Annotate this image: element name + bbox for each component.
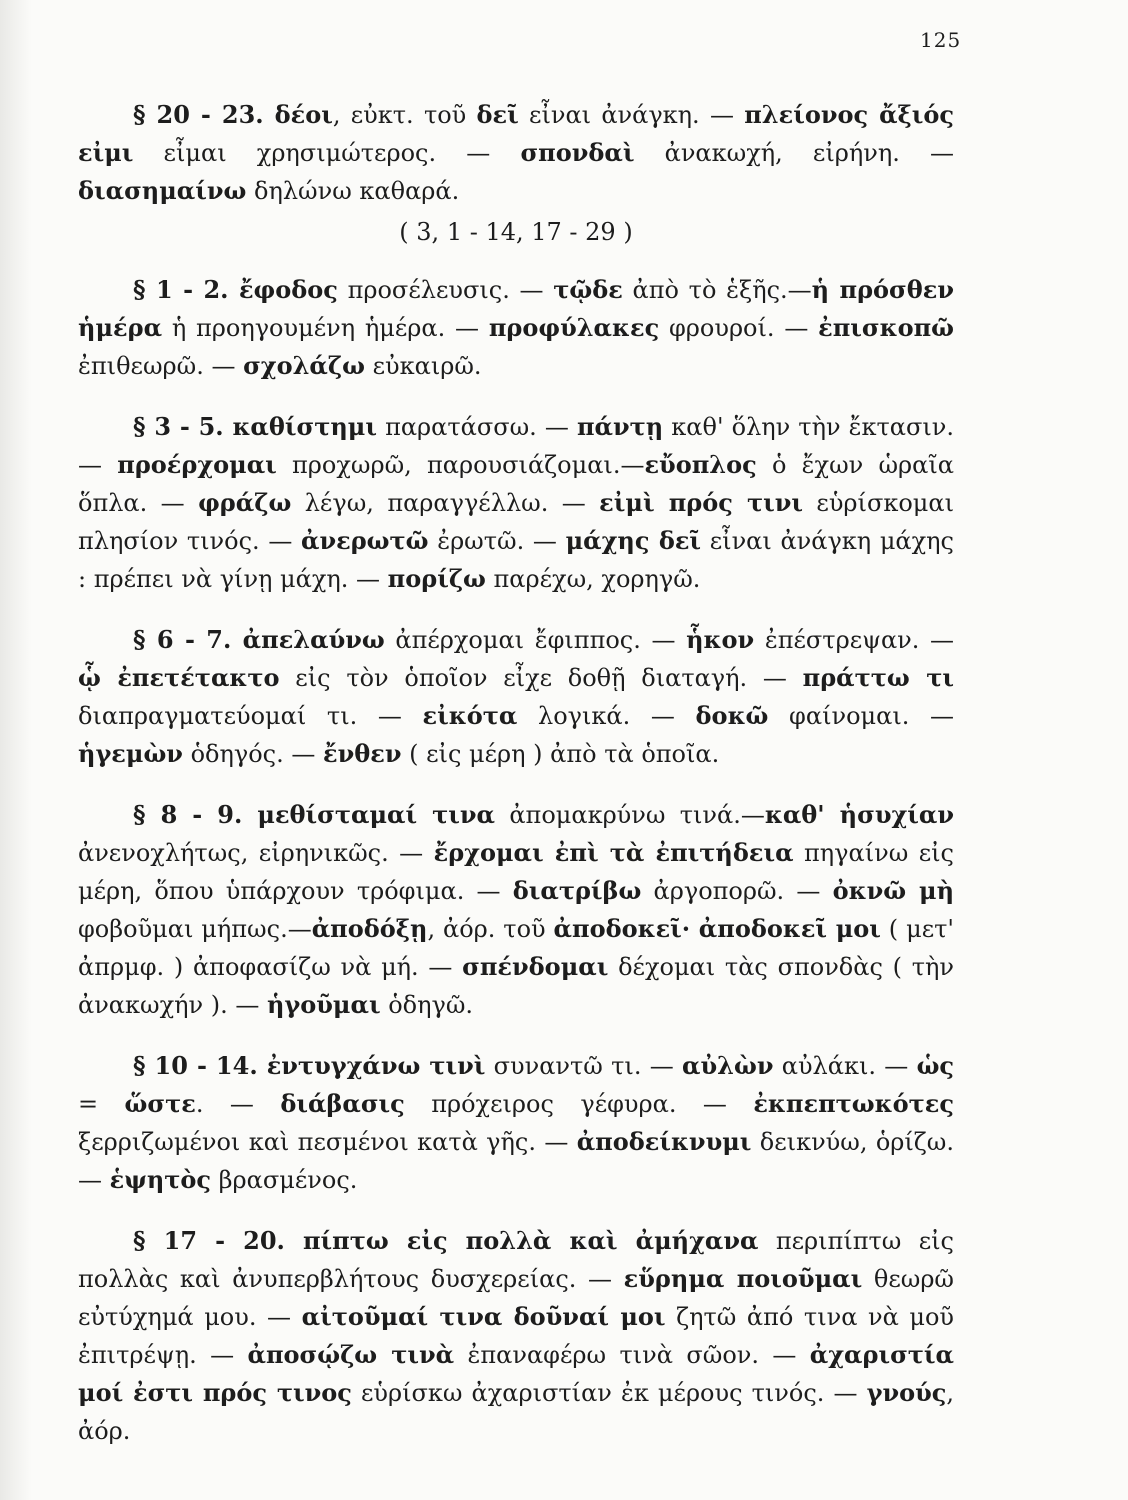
definition-text: , ἀόρ. τοῦ [427, 915, 554, 943]
definition-text: εἶναι ἀνάγκη μάχης : πρέπει νὰ γίνῃ μάχη. — [78, 527, 955, 593]
definition-text: συναντῶ τι. — [485, 1052, 683, 1080]
headword: ὥστε [124, 1089, 196, 1118]
definition-text: εὐκαιρῶ. [364, 352, 482, 380]
headword: φράζω [198, 488, 292, 517]
definition-text: ὁδηγός. — [182, 740, 323, 768]
definition-text: ξερριζωμένοι καὶ πεσμένοι κατὰ γῆς. — [78, 1128, 577, 1156]
definition-text: παρατάσσω. — [377, 413, 577, 441]
headword: ἐκπεπτωκότες [753, 1089, 954, 1118]
headword: § 17 - 20. [133, 1226, 303, 1255]
definition-text: αὐλάκι. — [773, 1052, 917, 1080]
headword: πορίζω [387, 564, 486, 593]
headword: ἑψητὸς [109, 1165, 212, 1194]
headword: ὀκνῶ μὴ [832, 876, 955, 905]
definition-text: ζητῶ ἀπό τινα νὰ μοῦ ἐπιτρέψῃ. — [78, 1303, 954, 1369]
entry-section-8-9 [78, 796, 954, 1024]
headword: εὕρημα ποιοῦμαι [623, 1264, 863, 1293]
headword: ἔφοδος [238, 275, 338, 304]
headword: μεθίσταμαί τινα [257, 800, 496, 829]
definition-text: περιπίπτω εἰς πολλὰς καὶ ἀνυπερβλήτους δυσχερείας. — [78, 1227, 954, 1293]
definition-text: ( μετ' ἀπρμφ. ) ἀποφασίζω νὰ μή. — [78, 915, 954, 981]
headword: εὔοπλος [644, 450, 757, 479]
headword: πίπτω εἰς πολλὰ καὶ ἀμήχανα [302, 1226, 759, 1255]
entry-section-17-20 [78, 1222, 954, 1450]
headword: τῷδε [553, 275, 623, 304]
definition-text: ἀνενοχλήτως, εἰρηνικῶς. — [78, 839, 434, 867]
headword: ἐντυγχάνω τινὶ [266, 1051, 486, 1080]
definition-text: ἐπιθεωρῶ. — [78, 352, 244, 380]
headword: ἡ πρόσθεν ἡμέρα [78, 275, 955, 342]
headword: πάντῃ [576, 412, 664, 441]
headword: ἡγοῦμαι [266, 990, 381, 1019]
headword: δεῖ [476, 100, 519, 129]
headword: σχολάζω [243, 351, 365, 380]
definition-text: φοβοῦμαι μήπως.— [78, 915, 312, 943]
headword: αὐλὼν [682, 1051, 774, 1080]
definition-text: ὁ ἔχων ὡραῖα ὅπλα. — [78, 451, 954, 517]
headword: σπένδομαι [462, 952, 609, 981]
headword: ἀποδείκνυμι [576, 1127, 752, 1156]
definition-text: = [78, 1090, 125, 1118]
headword: διασημαίνω [78, 176, 247, 205]
definition-text: , ἀόρ. [78, 1379, 955, 1445]
entry-section-6-7 [78, 621, 954, 773]
headword: ἀποδοκεῖ· ἀποδοκεῖ μοι [553, 914, 881, 943]
headword: δέοι [274, 100, 333, 129]
definition-text: ἀπὸ τὸ ἑξῆς.— [622, 276, 812, 304]
headword: πράττω τι [802, 663, 955, 692]
definition-text: προσέλευσις. — [337, 276, 554, 304]
definition-text: λέγω, παραγγέλλω. — [291, 489, 600, 517]
entry-section-3-5 [78, 408, 954, 598]
definition-text: δηλώνω καθαρά. [246, 177, 460, 205]
headword: § 1 - 2. [133, 275, 239, 304]
definition-text: βρασμένος. [211, 1166, 358, 1194]
headword: ἔρχομαι ἐπὶ τὰ ἐπιτήδεια [433, 838, 794, 867]
definition-text: . — [195, 1090, 281, 1118]
headword: διάβασις [280, 1089, 405, 1118]
headword: ἀποδόξῃ [311, 914, 428, 943]
definition-text: εἶμαι χρησιμώτερος. — [133, 139, 521, 167]
headword: σπονδαὶ [520, 138, 635, 167]
definition-text: ἐπαναφέρω τινὰ σῶον. — [454, 1341, 810, 1369]
definition-text: ἐπέστρεψαν. — [754, 626, 954, 654]
definition-text: δέχομαι τὰς σπονδὰς ( τὴν ἀνακωχήν ). — [78, 953, 954, 1019]
page-fold-shadow [0, 0, 32, 1500]
definition-text: θεωρῶ εὐτύχημά μου. — [78, 1265, 955, 1331]
headword: ὡς [916, 1051, 955, 1080]
headword: § 20 - 23. [133, 100, 275, 129]
headword: ἀπελαύνω [242, 625, 385, 654]
page-number: 125 [920, 28, 962, 52]
headword: § 10 - 14. [133, 1051, 267, 1080]
headword: προφύλακες [488, 313, 660, 342]
headword: ἐπισκοπῶ [818, 313, 954, 342]
definition-text: ὁδηγῶ. [380, 991, 474, 1019]
headword: καθίστημι [232, 412, 377, 441]
definition-text: φαίνομαι. — [768, 702, 954, 730]
definition-text: ἀπέρχομαι ἔφιππος. — [384, 626, 687, 654]
entry-section-1-2 [78, 271, 954, 385]
headword: § 6 - 7. [133, 625, 243, 654]
definition-text: δεικνύω, ὁρίζω. — [78, 1128, 954, 1194]
definition-text: λογικά. — [517, 702, 696, 730]
definition-text: ἡ προηγουμένη ἡμέρα. — [162, 314, 489, 342]
headword: εἰμὶ πρός τινι [599, 488, 803, 517]
definition-text: εἶναι ἀνάγκη. — [518, 101, 745, 129]
headword: ἡγεμὼν [78, 739, 183, 768]
definition-text: παρέχω, χορηγῶ. [485, 565, 701, 593]
definition-text: πηγαίνω εἰς μέρη, ὅπου ὑπάρχουν τρόφιμα. — [78, 839, 954, 905]
headword: εἰκότα [422, 701, 518, 730]
glossary-text [78, 96, 954, 1450]
definition-text: ἀπομακρύνω τινά.— [495, 801, 765, 829]
definition-text: ( εἰς μέρη ) ἀπὸ τὰ ὁποῖα. [401, 740, 720, 768]
entry-section-10-14 [78, 1047, 954, 1199]
definition-text: καθ' ὅλην τὴν ἔκτασιν.— [78, 413, 954, 479]
headword: γνούς [866, 1378, 947, 1407]
definition-text: προχωρῶ, παρουσιάζομαι.— [276, 451, 645, 479]
headword: διατρίβω [512, 876, 642, 905]
headword: ἀποσῴζω τινὰ [247, 1340, 455, 1369]
headword: αἰτοῦμαί τινα δοῦναί μοι [301, 1302, 666, 1331]
definition-text: φρουροί. — [659, 314, 819, 342]
headword: ᾧ ἐπετέτακτο [78, 663, 280, 692]
headword: προέρχομαι [117, 450, 277, 479]
definition-text: ἀργοπορῶ. — [641, 877, 833, 905]
definition-text: διαπραγματεύομαί τι. — [78, 702, 423, 730]
headword: καθ' ἡσυχίαν [764, 800, 954, 829]
definition-text: , εὐκτ. τοῦ [332, 101, 477, 129]
headword: § 3 - 5. [133, 412, 233, 441]
headword: ἧκον [686, 625, 755, 654]
headword: ἀχαριστία μοί ἐστι πρός τινος [78, 1340, 954, 1407]
definition-text: ἐρωτῶ. — [428, 527, 566, 555]
definition-text: ἀνακωχή, εἰρήνη. — [634, 139, 954, 167]
definition-text: πρόχειρος γέφυρα. — [404, 1090, 754, 1118]
headword: μάχης δεῖ [565, 526, 702, 555]
entry-section-20-23 [78, 96, 954, 210]
headword: πλείονος ἄξιός εἰμι [78, 100, 955, 167]
definition-text: εὑρίσκω ἀχαριστίαν ἐκ μέρους τινός. — [351, 1379, 867, 1407]
headword: ἀνερωτῶ [301, 526, 429, 555]
headword: δοκῶ [695, 701, 769, 730]
chapter-range-header: ( 3, 1 - 14, 17 - 29 ) [399, 218, 633, 246]
definition-text: εἰς τὸν ὁποῖον εἶχε δοθῇ διαταγή. — [279, 664, 803, 692]
headword: § 8 - 9. [133, 800, 258, 829]
headword: ἔνθεν [322, 739, 402, 768]
definition-text: εὑρίσκομαι πλησίον τινός. — [78, 489, 954, 555]
